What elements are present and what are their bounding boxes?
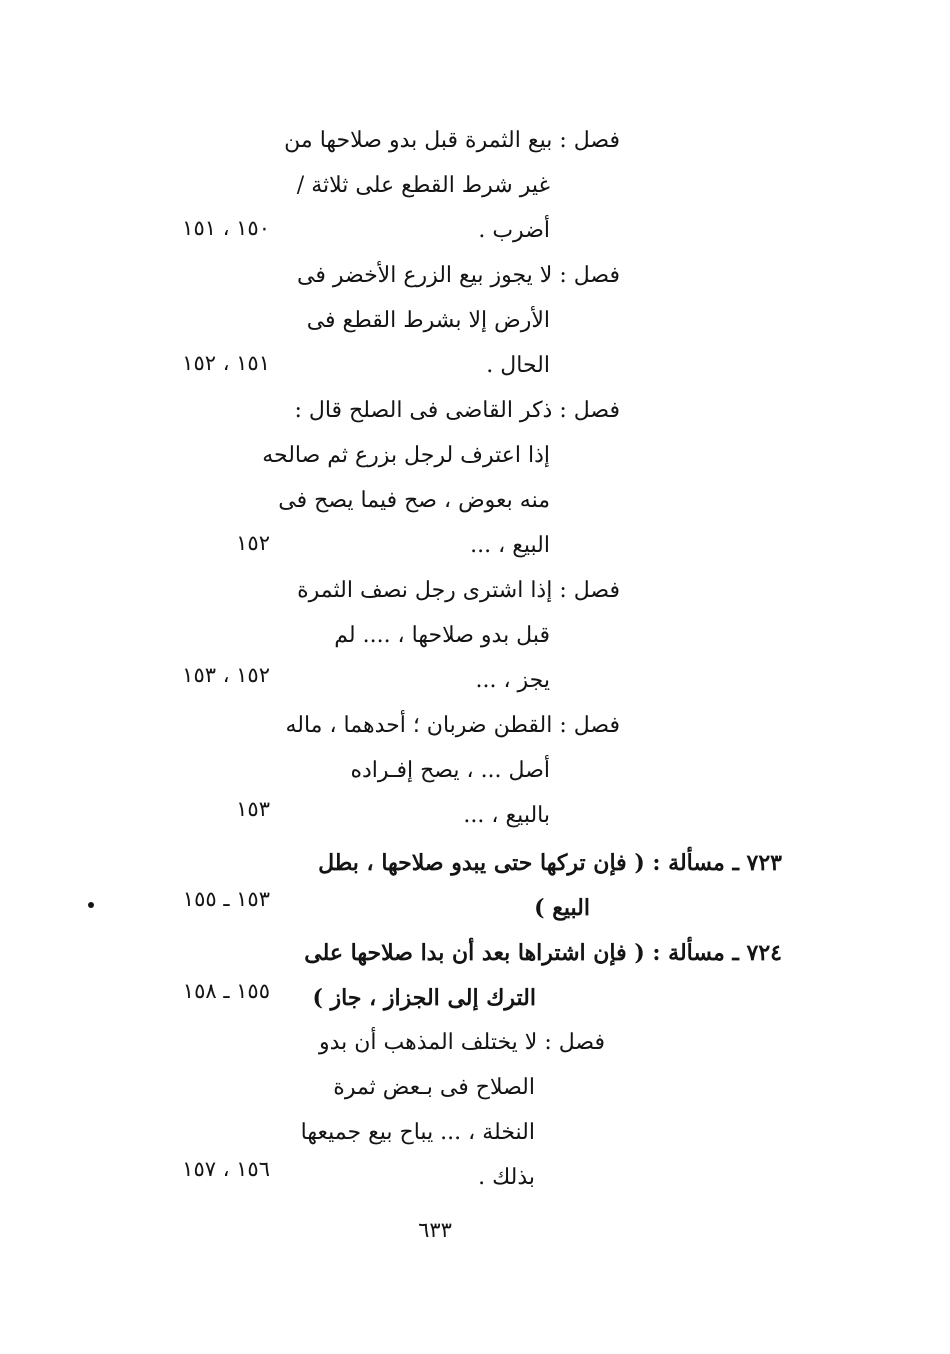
entry-2-line-3: الحال . [486, 353, 550, 378]
entry-1-line-3: أضرب . [478, 218, 550, 243]
entry-8-line-4: بذلك . [478, 1165, 535, 1190]
entry-4-line-3: يجز ، ... [475, 668, 550, 693]
entry-1-line-1: فصل : بيع الثمرة قبل بدو صلاحها من [284, 128, 620, 153]
entry-7-line-1: ٧٢٤ ـ مسألة : ( فإن اشتراها بعد أن بدا صلاحها على [304, 940, 782, 966]
entry-2-line-2: الأرض إلا بشرط القطع فى [306, 308, 550, 333]
entry-8-line-2: الصلاح فى بـعض ثمرة [333, 1075, 535, 1100]
entry-5-line-2: أصل ... ، يصح إفـراده [350, 758, 550, 783]
entry-1-pages: ١٥٠ ، ١٥١ [182, 216, 270, 240]
entry-4-line-1: فصل : إذا اشترى رجل نصف الثمرة [297, 578, 620, 603]
entry-6-pages: ١٥٣ ـ ١٥٥ [182, 887, 270, 911]
entry-3-line-4: البيع ، ... [470, 533, 550, 558]
entry-8-line-1: فصل : لا يختلف المذهب أن بدو [318, 1030, 605, 1055]
entry-4-pages: ١٥٢ ، ١٥٣ [182, 663, 270, 687]
stray-dot [88, 902, 94, 908]
entry-1-line-2: غير شرط القطع على ثلاثة / [296, 173, 550, 198]
page-number: ٦٣٣ [418, 1218, 452, 1242]
entry-3-line-3: منه بعوض ، صح فيما يصح فى [278, 488, 550, 513]
entry-2-pages: ١٥١ ، ١٥٢ [182, 351, 270, 375]
entry-3-line-2: إذا اعترف لرجل بزرع ثم صالحه [262, 443, 550, 468]
entry-5-line-3: بالبيع ، ... [463, 803, 550, 828]
entry-7-line-2: الترك إلى الجزاز ، جاز ) [312, 985, 536, 1011]
entry-2-line-1: فصل : لا يجوز بيع الزرع الأخضر فى [297, 263, 620, 288]
entry-5-line-1: فصل : القطن ضربان ؛ أحدهما ، ماله [285, 713, 620, 738]
entry-8-line-3: النخلة ، ... يباح بيع جميعها [300, 1120, 535, 1145]
entry-3-pages: ١٥٢ [236, 531, 270, 555]
entry-8-pages: ١٥٦ ، ١٥٧ [182, 1157, 270, 1181]
entry-6-line-2: البيع ) [534, 895, 590, 921]
entry-3-line-1: فصل : ذكر القاضى فى الصلح قال : [294, 398, 620, 423]
entry-7-pages: ١٥٥ ـ ١٥٨ [182, 979, 270, 1003]
entry-4-line-2: قبل بدو صلاحها ، .... لم [334, 623, 550, 648]
entry-5-pages: ١٥٣ [236, 797, 270, 821]
entry-6-line-1: ٧٢٣ ـ مسألة : ( فإن تركها حتى يبدو صلاحها ، بطل [318, 850, 782, 876]
